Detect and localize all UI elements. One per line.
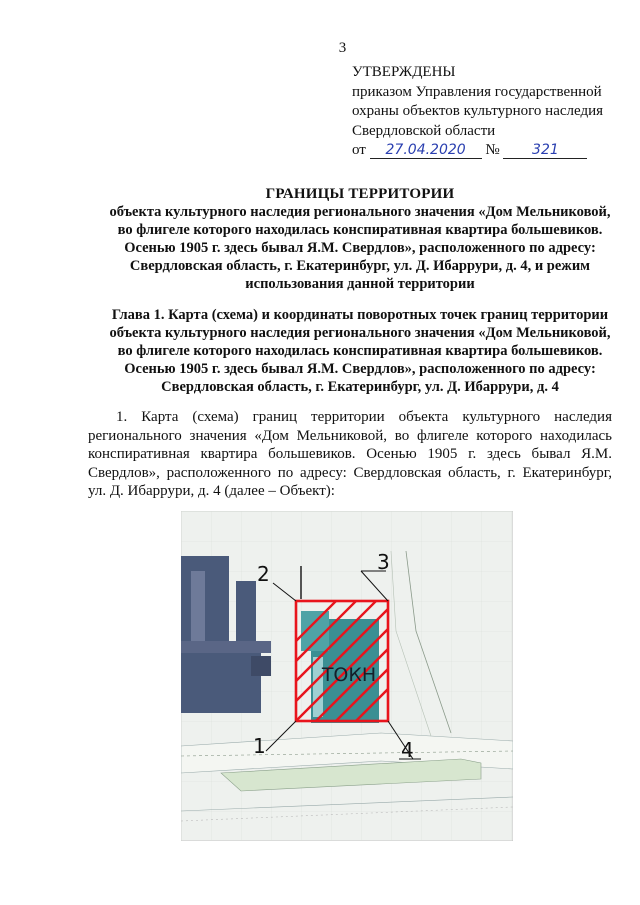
title-line-1: объекта культурного наследия регионального значения «Дом Мельниковой, xyxy=(109,204,611,220)
page-number: 3 xyxy=(338,40,347,56)
building-left-annex xyxy=(251,656,271,676)
point-label-1: 1 xyxy=(253,734,266,758)
building-left-lower xyxy=(181,653,261,713)
number-prefix: № xyxy=(485,142,500,158)
paragraph-1: 1. Карта (схема) границ территории объекта культурного наследия регионального значения «Дом Мельниковой, во флигеле которого находилась конспиративная квартира большевиков. Осенью 1905 г. здесь бывал Я.М. Свердлов», расположенного по адресу: Свердловская область, г. Екатеринбург, ул. Д. Ибаррури, д. 4 (далее – Объект): xyxy=(88,409,612,499)
chapter-line-2: объекта культурного наследия регионального значения «Дом Мельниковой, xyxy=(109,325,611,341)
chapter-line-5: Свердловская область, г. Екатеринбург, ул. Д. Ибаррури, д. 4 xyxy=(161,379,559,395)
point-label-2: 2 xyxy=(257,562,270,586)
chapter-line-3: во флигеле которого находилась конспиративная квартира большевиков. xyxy=(117,343,603,359)
boundary-map xyxy=(181,511,513,841)
approval-line-2: охраны объектов культурного наследия xyxy=(352,103,604,119)
document-title xyxy=(70,185,640,293)
number-value: 321 xyxy=(532,142,559,158)
title-line-5: использования данной территории xyxy=(245,276,475,292)
building-left-tower xyxy=(236,581,256,641)
point-label-3: 3 xyxy=(377,550,390,574)
chapter-heading xyxy=(70,306,640,396)
title-heading: ГРАНИЦЫ ТЕРРИТОРИИ xyxy=(265,186,455,202)
building-label: ТОКН xyxy=(321,664,377,686)
title-line-2: во флигеле которого находилась конспиративная квартира большевиков. xyxy=(117,222,603,238)
building-left-upper-inner xyxy=(191,571,205,641)
approval-stamp xyxy=(352,63,640,161)
building-left-strip xyxy=(181,641,271,653)
title-line-3: Осенью 1905 г. здесь бывал Я.М. Свердлов», расположенного по адресу: xyxy=(124,240,596,256)
chapter-line-1: Глава 1. Карта (схема) и координаты поворотных точек границ территории xyxy=(111,307,609,323)
date-prefix: от xyxy=(352,142,366,158)
approval-line-3: Свердловской области xyxy=(352,122,496,139)
map-svg xyxy=(181,511,513,841)
title-line-4: Свердловская область, г. Екатеринбург, ул. Д. Ибаррури, д. 4, и режим xyxy=(129,258,591,274)
point-label-4: 4 xyxy=(401,738,414,762)
date-value: 27.04.2020 xyxy=(385,142,466,158)
approval-line-1: приказом Управления государственной xyxy=(352,83,602,100)
approval-date-line xyxy=(352,141,640,161)
approval-heading: УТВЕРЖДЕНЫ xyxy=(352,64,456,80)
chapter-line-4: Осенью 1905 г. здесь бывал Я.М. Свердлов», расположенного по адресу: xyxy=(124,361,596,377)
